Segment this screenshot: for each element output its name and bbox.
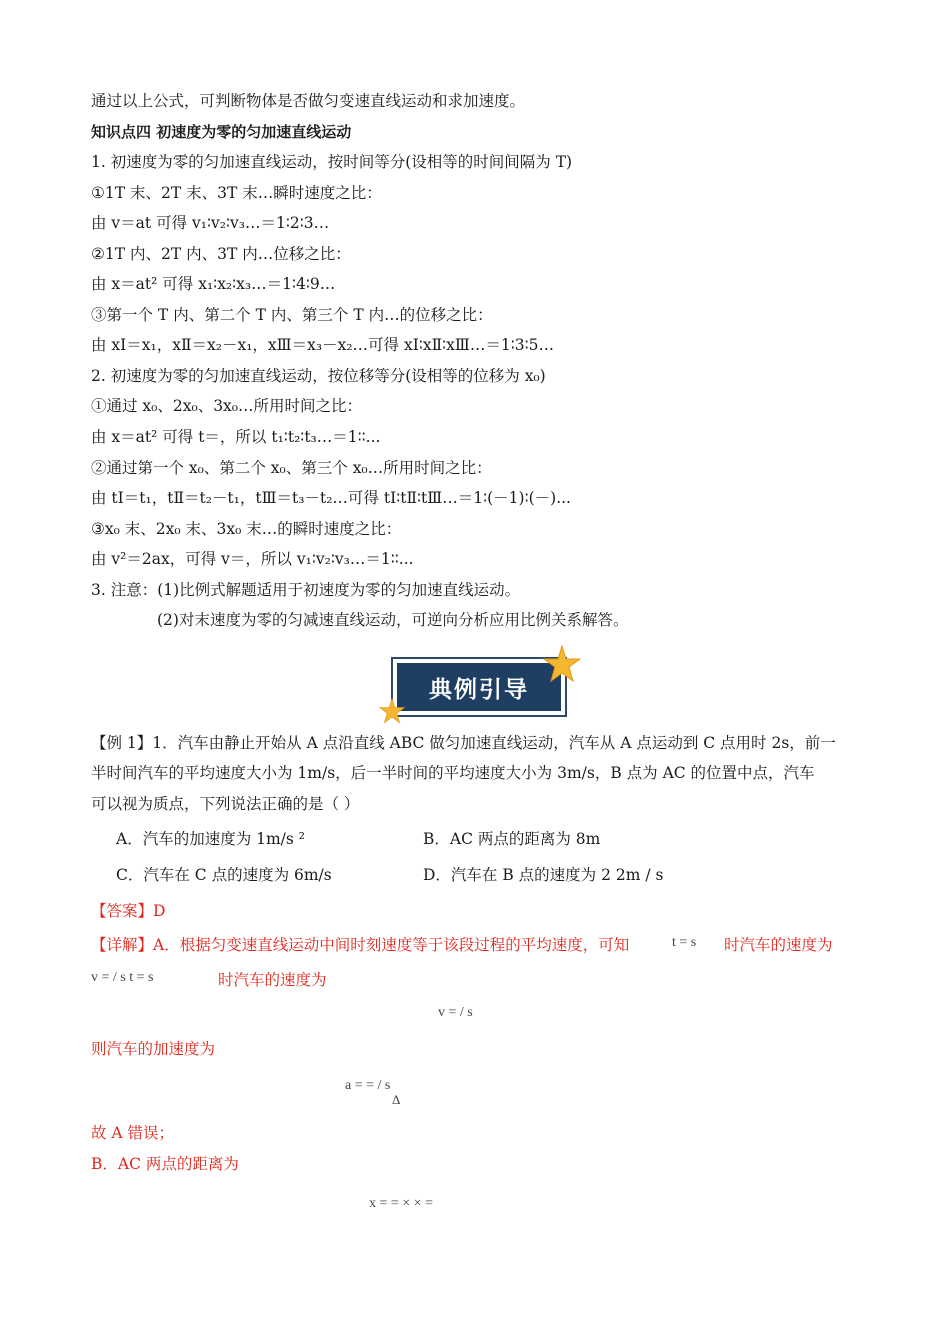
explanation-line: B．AC 两点的距离为 [91,1155,239,1173]
text-line: ③第一个 T 内、第二个 T 内、第三个 T 内…的位移之比： [91,306,493,324]
text-line: ①通过 x₀、2x₀、3x₀…所用时间之比： [91,397,363,415]
text-line: 由 x＝at² 可得 x₁∶x₂∶x₃…＝1∶4∶9… [91,275,336,293]
text-line: 由 xⅠ＝x₁，xⅡ＝x₂－x₁，xⅢ＝x₃－x₂…可得 xⅠ∶xⅡ∶xⅢ…＝1∶3∶5… [91,336,555,354]
text-line: 通过以上公式，可判断物体是否做匀变速直线运动和求加速度。 [91,92,526,110]
formula: v = / s t = s [91,970,154,985]
option-c: C．汽车在 C 点的速度为 6m/s [116,866,332,884]
formula-delta: Δ [392,1092,401,1107]
formula: t = s [672,935,697,950]
explanation-line: 时汽车的速度为 [218,971,327,989]
example-question-line: 【例 1】1．汽车由静止开始从 A 点沿直线 ABC 做匀加速直线运动，汽车从 A 点运动到 C 点用时 2s，前一 [91,734,836,752]
text-line: (2)对末速度为零的匀减速直线运动，可逆向分析应用比例关系解答。 [157,611,629,629]
section-heading: 知识点四 初速度为零的匀加速直线运动 [91,123,352,141]
text-line: ②1T 内、2T 内、3T 内…位移之比： [91,245,351,263]
explanation-line: 时汽车的速度为 [724,936,833,954]
text-line: ②通过第一个 x₀、第二个 x₀、第三个 x₀…所用时间之比： [91,459,492,477]
banner-title: 典例引导 [397,663,561,711]
example-question-line: 可以视为质点，下列说法正确的是（ ） [91,795,360,813]
text-line: 2. 初速度为零的匀加速直线运动，按位移等分(设相等的位移为 x₀) [91,367,546,385]
option-a: A．汽车的加速度为 1m/s ² [116,830,305,848]
formula: x = = × × = [369,1196,433,1211]
star-icon [543,645,581,683]
text-line: 1. 初速度为零的匀加速直线运动，按时间等分(设相等的时间间隔为 T) [91,153,573,171]
explanation-line: 故 A 错误； [91,1124,175,1142]
star-icon [379,698,405,724]
text-line: 由 v＝at 可得 v₁∶v₂∶v₃…＝1∶2∶3… [91,214,330,232]
option-b: B．AC 两点的距离为 8m [423,830,601,848]
formula: v = / s [438,1005,473,1020]
text-line: ①1T 末、2T 末、3T 末…瞬时速度之比： [91,184,382,202]
text-line: 由 v²＝2ax，可得 v＝，所以 v₁∶v₂∶v₃…＝1∶∶... [91,550,414,568]
explanation-line: 则汽车的加速度为 [91,1040,216,1058]
example-question-line: 半时间汽车的平均速度大小为 1m/s，后一半时间的平均速度大小为 3m/s，B 点为 AC 的位置中点，汽车 [91,764,815,782]
explanation-line: 【详解】A．根据匀变速直线运动中间时刻速度等于该段过程的平均速度，可知 [91,936,630,954]
formula: a = = / s [345,1078,391,1093]
answer-label: 【答案】D [91,902,166,920]
text-line: 由 tⅠ＝t₁，tⅡ＝t₂－t₁，tⅢ＝t₃－t₂…可得 tⅠ∶tⅡ∶tⅢ…＝1∶(－1)∶(－)... [91,489,571,507]
text-line: ③x₀ 末、2x₀ 末、3x₀ 末…的瞬时速度之比： [91,520,402,538]
section-banner [391,657,567,717]
option-d: D．汽车在 B 点的速度为 2 2m / s [423,866,664,884]
text-line: 由 x＝at² 可得 t＝，所以 t₁∶t₂∶t₃…＝1∶∶... [91,428,381,446]
text-line: 3. 注意：(1)比例式解题适用于初速度为零的匀加速直线运动。 [91,581,521,599]
